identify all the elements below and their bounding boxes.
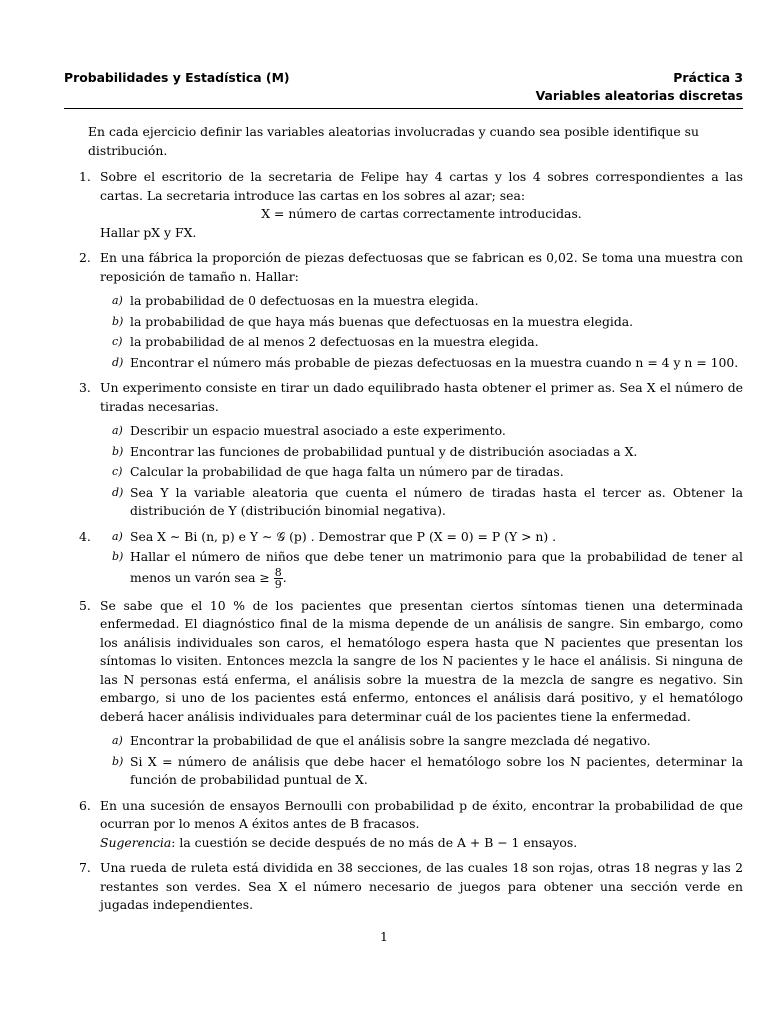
fraction-numerator: 8 [274, 565, 282, 579]
exercise-hint [100, 834, 743, 853]
exercise-number: 4. [79, 528, 91, 544]
sub-item-text: Encontrar las funciones de probabilidad puntual y de distribución asociadas a X. [130, 443, 638, 459]
sub-item-label: a) [112, 294, 123, 307]
sub-item-list [100, 292, 743, 372]
exercise-number: 3. [79, 380, 91, 395]
sub-item-label: a) [112, 734, 123, 747]
exercise-number: 2. [79, 250, 91, 265]
exercise-text: En una fábrica la proporción de piezas defectuosas que se fabrican es 0,02. Se toma una muestra con reposición de tamaño n. Hallar: [100, 250, 743, 284]
sub-item-text: Sea Y la variable aleatoria que cuenta el número de tiradas hasta el tercer as. Obtener la distribución de Y (distribución binomial negativa). [130, 484, 743, 518]
sub-item-label: a) [112, 529, 123, 543]
sub-item [100, 732, 743, 751]
hint-text: : la cuestión se decide después de no más de A + B − 1 ensayos. [171, 834, 578, 850]
hint-label: Sugerencia [100, 834, 172, 850]
sub-item-label: d) [112, 355, 124, 369]
exercise-6 [64, 797, 743, 853]
sub-item-label: c) [112, 465, 123, 478]
sub-item-list [100, 422, 743, 521]
page-number: 1 [380, 929, 388, 944]
sub-item-label: b) [112, 444, 124, 458]
sub-item [100, 354, 743, 373]
sub-item-text: la probabilidad de 0 defectuosas en la muestra elegida. [130, 293, 479, 308]
exercise-7 [64, 859, 743, 915]
fraction [274, 567, 283, 590]
sub-item-text: Describir un espacio muestral asociado a este experimento. [130, 423, 506, 438]
intro-text: En cada ejercicio definir las variables aleatorias involucradas y cuando sea posible identifique su distribución. [88, 124, 700, 158]
header-divider [64, 108, 743, 109]
sub-item [100, 443, 743, 462]
sub-item-text: Si X = número de análisis que debe hacer el hematólogo sobre los N pacientes, determinar la función de probabilidad puntual de X. [130, 753, 743, 787]
exercise-text: Sobre el escritorio de la secretaria de Felipe hay 4 cartas y los 4 sobres correspondientes a las cartas. La secretaria introduce las cartas en los sobres al azar; sea: [100, 169, 743, 203]
sub-item-text: la probabilidad de al menos 2 defectuosas en la muestra elegida. [130, 334, 539, 349]
exercise-text: Una rueda de ruleta está dividida en 38 secciones, de las cuales 18 son rojas, otras 18 negras y las 2 restantes son verdes. Sea X el número necesario de juegos para obtener una sección verde en jugadas independientes. [100, 860, 743, 912]
exercise-number: 6. [79, 797, 91, 813]
exercise-5 [64, 597, 743, 790]
exercise-formula: X = número de cartas correctamente introducidas. [261, 206, 582, 221]
sub-item-label: a) [112, 424, 123, 437]
exercise-number: 1. [79, 169, 91, 184]
exercise-2 [64, 249, 743, 372]
sub-item-text: Encontrar la probabilidad de que el análisis sobre la sangre mezclada dé negativo. [130, 733, 651, 748]
sub-item [100, 422, 743, 441]
exercise-4 [64, 528, 743, 590]
sub-item-text: Encontrar el número más probable de piezas defectuosas en la muestra cuando n = 4 y n = 100. [130, 354, 739, 370]
sub-item [100, 528, 743, 547]
sub-item-text: Hallar el número de niños que debe tener un matrimonio para que la probabilidad de tener al menos un varón sea ≥ [130, 549, 743, 585]
sub-item [100, 484, 743, 521]
sub-item-text: la probabilidad de que haya más buenas que defectuosas en la muestra elegida. [130, 313, 634, 329]
sub-item [100, 313, 743, 332]
sub-item-label: b) [112, 754, 124, 768]
exercise-number: 5. [79, 597, 91, 613]
exercise-text: Un experimento consiste en tirar un dado equilibrado hasta obtener el primer as. Sea X el número de tiradas necesarias. [100, 380, 743, 414]
exercise-3 [64, 379, 743, 521]
exercise-number: 7. [79, 860, 91, 875]
sub-item-label: b) [112, 550, 124, 563]
practice-topic: Variables aleatorias discretas [535, 88, 743, 103]
exercise-list [64, 123, 743, 922]
sub-item-list [100, 732, 743, 790]
fraction-denominator: 9 [274, 577, 282, 591]
exercise-1 [64, 168, 743, 242]
sub-item [100, 333, 743, 352]
sub-item [100, 463, 743, 482]
exercise-text: Se sabe que el 10 % de los pacientes que presentan ciertos síntomas tienen una determinada enfermedad. El diagnóstico final de la misma depende de un análisis de sangre. Sin embargo, como los análisis individuales son caros, el hematólogo espera hasta que N pacientes que presentan los síntomas lo visiten. Entonces mezcla la sangre de los N pacientes y le hace el análisis. Si ninguna de las N personas está enferma, el análisis sobre la muestra de la mezcla de sangre es negativo. Sin embargo, si uno de los pacientes está enfermo, entonces el análisis dará positivo, y el hematólogo deberá hacer análisis individuales para determinar cuál de los pacientes tiene la enfermedad. [100, 597, 743, 724]
sub-item-text: Calcular la probabilidad de que haga falta un número par de tiradas. [130, 464, 564, 479]
fraction-end: . [282, 569, 287, 585]
sub-item-label: d) [112, 485, 124, 499]
exercise-text: En una sucesión de ensayos Bernoulli con probabilidad p de éxito, encontrar la probabilidad de que ocurran por lo menos A éxitos antes de B fracasos. [100, 797, 743, 831]
sub-item [100, 753, 743, 790]
course-title: Probabilidades y Estadística (M) [64, 70, 290, 85]
exercise-task: Hallar pX y FX. [100, 224, 197, 240]
sub-item [100, 292, 743, 311]
sub-item-label: c) [112, 335, 123, 348]
sub-item-text: Sea X ∼ Bi (n, p) e Y ∼ 𝒢 (p) . Demostrar que P (X = 0) = P (Y > n) . [130, 528, 557, 544]
sub-item [100, 548, 743, 590]
sub-item-label: b) [112, 314, 124, 328]
practice-number: Práctica 3 [673, 70, 743, 85]
